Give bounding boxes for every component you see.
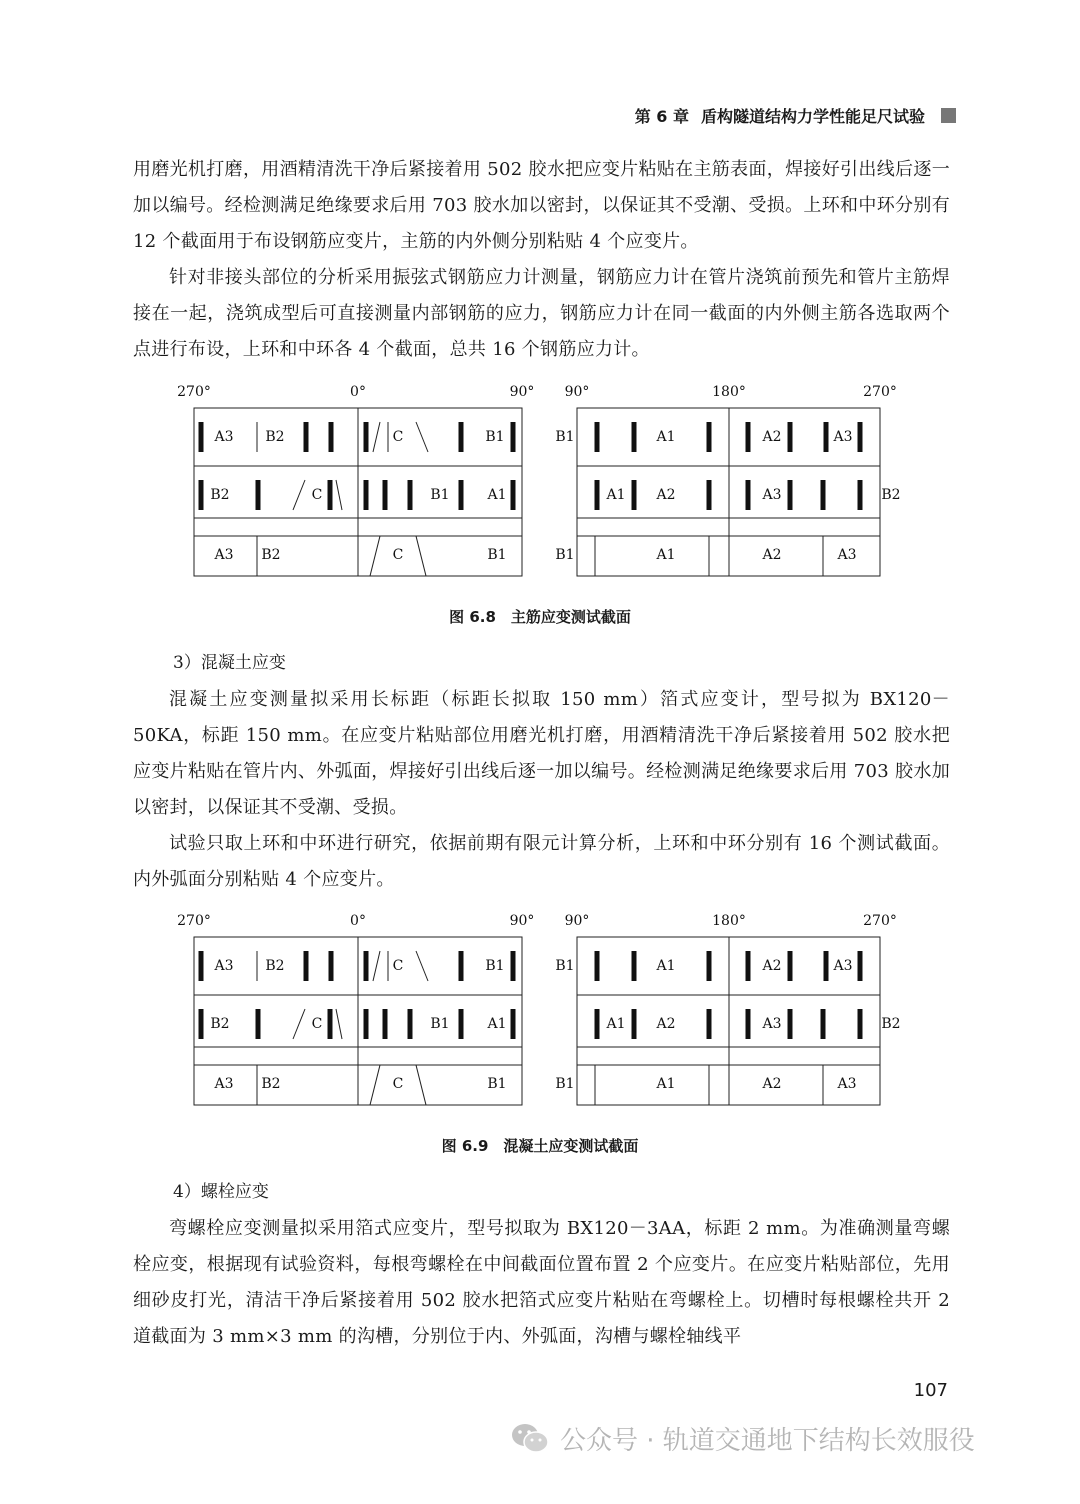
section-label: A1 (487, 487, 507, 503)
strain-gauge (199, 422, 204, 452)
strain-gauge (595, 1009, 600, 1039)
section-label: C (311, 1016, 323, 1032)
section-label: A2 (656, 1016, 676, 1032)
key-joint-line (373, 422, 380, 452)
section-label: B1 (555, 1076, 575, 1092)
running-header (635, 104, 956, 127)
key-joint-line (336, 1009, 342, 1039)
key-joint-line (373, 951, 380, 981)
section-label: B2 (881, 487, 901, 503)
strain-gauge (383, 1009, 388, 1039)
paragraph-2: 针对非接头部位的分析采用振弦式钢筋应力计测量，钢筋应力计在管片浇筑前预先和管片主筋焊接在一起，浇筑成型后可直接测量内部钢筋的应力，钢筋应力计在同一截面的内外侧主筋各选取两个点进行布设，上环和中环各 4 个截面，总共 16 个钢筋应力计。 (133, 267, 950, 360)
section-label: B1 (485, 429, 505, 445)
strain-gauge (328, 480, 333, 510)
section-label: B2 (261, 547, 281, 563)
wechat-icon (510, 1421, 550, 1455)
strain-gauge (304, 951, 309, 981)
angle-label: 180° (712, 913, 746, 929)
strain-gauge (304, 422, 309, 452)
figure-6-8-diagram (0, 378, 1080, 578)
strain-gauge (632, 1009, 637, 1039)
figure-6-9-diagram (0, 907, 1080, 1107)
section-label: B2 (210, 1016, 230, 1032)
key-joint-line (370, 536, 380, 576)
strain-gauge (329, 422, 334, 452)
strain-gauge (788, 480, 793, 510)
strain-gauge (256, 480, 261, 510)
section-label: A1 (487, 1016, 507, 1032)
strain-gauge (821, 480, 826, 510)
section-label: A3 (214, 547, 234, 563)
section-label: A1 (606, 487, 626, 503)
section-label: A1 (656, 1076, 676, 1092)
angle-label: 90° (564, 384, 590, 400)
angle-label: 0° (350, 384, 366, 400)
section-label: A3 (214, 429, 234, 445)
key-joint-line (336, 480, 342, 510)
strain-gauge (595, 951, 600, 981)
strain-gauge (199, 951, 204, 981)
strain-gauge (707, 422, 712, 452)
strain-gauge (746, 422, 751, 452)
section-label: A2 (762, 958, 782, 974)
strain-gauge (256, 1009, 261, 1039)
paragraph-4: 试验只取上环和中环进行研究，依据前期有限元计算分析，上环和中环分别有 16 个测试截面。内外弧面分别粘贴 4 个应变片。 (133, 833, 950, 890)
section-label: C (392, 429, 404, 445)
section-label: B1 (555, 547, 575, 563)
key-joint-line (416, 1065, 426, 1105)
strain-gauge (746, 480, 751, 510)
strain-gauge (328, 1009, 333, 1039)
strain-gauge (788, 951, 793, 981)
section-label: B2 (881, 1016, 901, 1032)
paragraph-5: 弯螺栓应变测量拟采用箔式应变片，型号拟取为 BX120－3AA，标距 2 mm。为准确测量弯螺栓应变，根据现有试验资料，每根弯螺栓在中间截面位置布置 2 个应变片。在应变片粘贴部位，先用细砂皮打光，清洁干净后紧接着用 502 胶水把箔式应变片粘贴在弯螺栓上。切槽时每根螺栓共开 2 道截面为 3 mm×3 mm 的沟槽，分别位于内、外弧面，沟槽与螺栓轴线平 (133, 1218, 950, 1347)
strain-gauge (364, 951, 369, 981)
subheading-bolt-strain: 4）螺栓应变 (173, 1182, 269, 1202)
section-label: B2 (261, 1076, 281, 1092)
strain-gauge (821, 1009, 826, 1039)
section-label: A1 (656, 429, 676, 445)
section-label: A3 (837, 1076, 857, 1092)
angle-label: 0° (350, 913, 366, 929)
strain-gauge (364, 480, 369, 510)
key-joint-line (416, 536, 426, 576)
section-label: A3 (837, 547, 857, 563)
strain-gauge (788, 422, 793, 452)
section-label: A3 (214, 1076, 234, 1092)
strain-gauge (858, 480, 863, 510)
chapter-title: 盾构隧道结构力学性能足尺试验 (700, 107, 925, 126)
strain-gauge (824, 422, 829, 452)
strain-gauge (459, 422, 464, 452)
key-joint-line (416, 951, 428, 981)
subheading-concrete-strain: 3）混凝土应变 (173, 653, 286, 673)
section-label: A1 (656, 547, 676, 563)
angle-label: 270° (863, 913, 897, 929)
section-label: A3 (833, 429, 853, 445)
section-label: B2 (210, 487, 230, 503)
strain-gauge (746, 951, 751, 981)
figure-6-8-caption: 图 6.8 主筋应变测试截面 (449, 608, 631, 626)
key-joint-line (370, 1065, 380, 1105)
section-label: C (311, 487, 323, 503)
section-label: A2 (762, 429, 782, 445)
angle-label: 180° (712, 384, 746, 400)
strain-gauge (858, 422, 863, 452)
strain-gauge (511, 422, 516, 452)
section-label: C (392, 1076, 404, 1092)
section-label: A1 (606, 1016, 626, 1032)
angle-label: 270° (177, 384, 211, 400)
strain-gauge (595, 480, 600, 510)
strain-gauge (788, 1009, 793, 1039)
strain-gauge (632, 480, 637, 510)
watermark (510, 1408, 1055, 1468)
key-joint-line (416, 422, 428, 452)
section-label: B2 (265, 958, 285, 974)
section-label: B1 (487, 1076, 507, 1092)
strain-gauge (199, 480, 204, 510)
section-label: B1 (555, 958, 575, 974)
strain-gauge (707, 1009, 712, 1039)
strain-gauge (707, 480, 712, 510)
section-label: A1 (656, 958, 676, 974)
paragraph-3: 混凝土应变测量拟采用长标距（标距长拟取 150 mm）箔式应变计，型号拟为 BX120－50KA，标距 150 mm。在应变片粘贴部位用磨光机打磨，用酒精清洗干净后紧接着用 502 胶水把应变片粘贴在管片内、外弧面，焊接好引出线后逐一加以编号。经检测满足绝缘要求后用 703 胶水加以密封，以保证其不受潮、受损。 (133, 689, 950, 818)
watermark-text: 公众号 · 轨道交通地下结构长效服役 (560, 1425, 975, 1456)
angle-label: 270° (863, 384, 897, 400)
section-label: C (392, 547, 404, 563)
section-label: B1 (430, 1016, 450, 1032)
strain-gauge (408, 480, 413, 510)
strain-gauge (858, 951, 863, 981)
strain-gauge (824, 951, 829, 981)
strain-gauge (632, 422, 637, 452)
strain-gauge (858, 1009, 863, 1039)
strain-gauge (595, 422, 600, 452)
section-label: A2 (656, 487, 676, 503)
strain-gauge (329, 951, 334, 981)
section-label: C (392, 958, 404, 974)
section-label: B1 (430, 487, 450, 503)
page-number: 107 (913, 1380, 948, 1401)
angle-label: 90° (509, 913, 535, 929)
key-joint-line (293, 480, 305, 510)
section-label: A2 (762, 547, 782, 563)
section-label: A3 (214, 958, 234, 974)
section-label: A3 (762, 1016, 782, 1032)
strain-gauge (364, 422, 369, 452)
strain-gauge (746, 1009, 751, 1039)
angle-label: 90° (564, 913, 590, 929)
section-label: B1 (555, 429, 575, 445)
strain-gauge (511, 951, 516, 981)
key-joint-line (293, 1009, 305, 1039)
angle-label: 270° (177, 913, 211, 929)
strain-gauge (199, 1009, 204, 1039)
section-label: A3 (762, 487, 782, 503)
strain-gauge (459, 1009, 464, 1039)
section-label: B1 (485, 958, 505, 974)
strain-gauge (459, 951, 464, 981)
angle-label: 90° (509, 384, 535, 400)
paragraph-1: 用磨光机打磨，用酒精清洗干净后紧接着用 502 胶水把应变片粘贴在主筋表面，焊接好引出线后逐一加以编号。经检测满足绝缘要求后用 703 胶水加以密封，以保证其不受潮、受损。上环和中环分别有 12 个截面用于布设钢筋应变片，主筋的内外侧分别粘贴 4 个应变片。 (133, 159, 950, 252)
strain-gauge (408, 1009, 413, 1039)
section-label: B2 (265, 429, 285, 445)
header-square-icon (941, 108, 956, 123)
figure-6-9-caption: 图 6.9 混凝土应变测试截面 (441, 1137, 639, 1155)
section-label: A3 (833, 958, 853, 974)
strain-gauge (511, 480, 516, 510)
section-label: B1 (487, 547, 507, 563)
strain-gauge (364, 1009, 369, 1039)
chapter-number: 第 6 章 (634, 107, 689, 126)
strain-gauge (383, 480, 388, 510)
strain-gauge (707, 951, 712, 981)
strain-gauge (632, 951, 637, 981)
section-label: A2 (762, 1076, 782, 1092)
strain-gauge (459, 480, 464, 510)
strain-gauge (511, 1009, 516, 1039)
